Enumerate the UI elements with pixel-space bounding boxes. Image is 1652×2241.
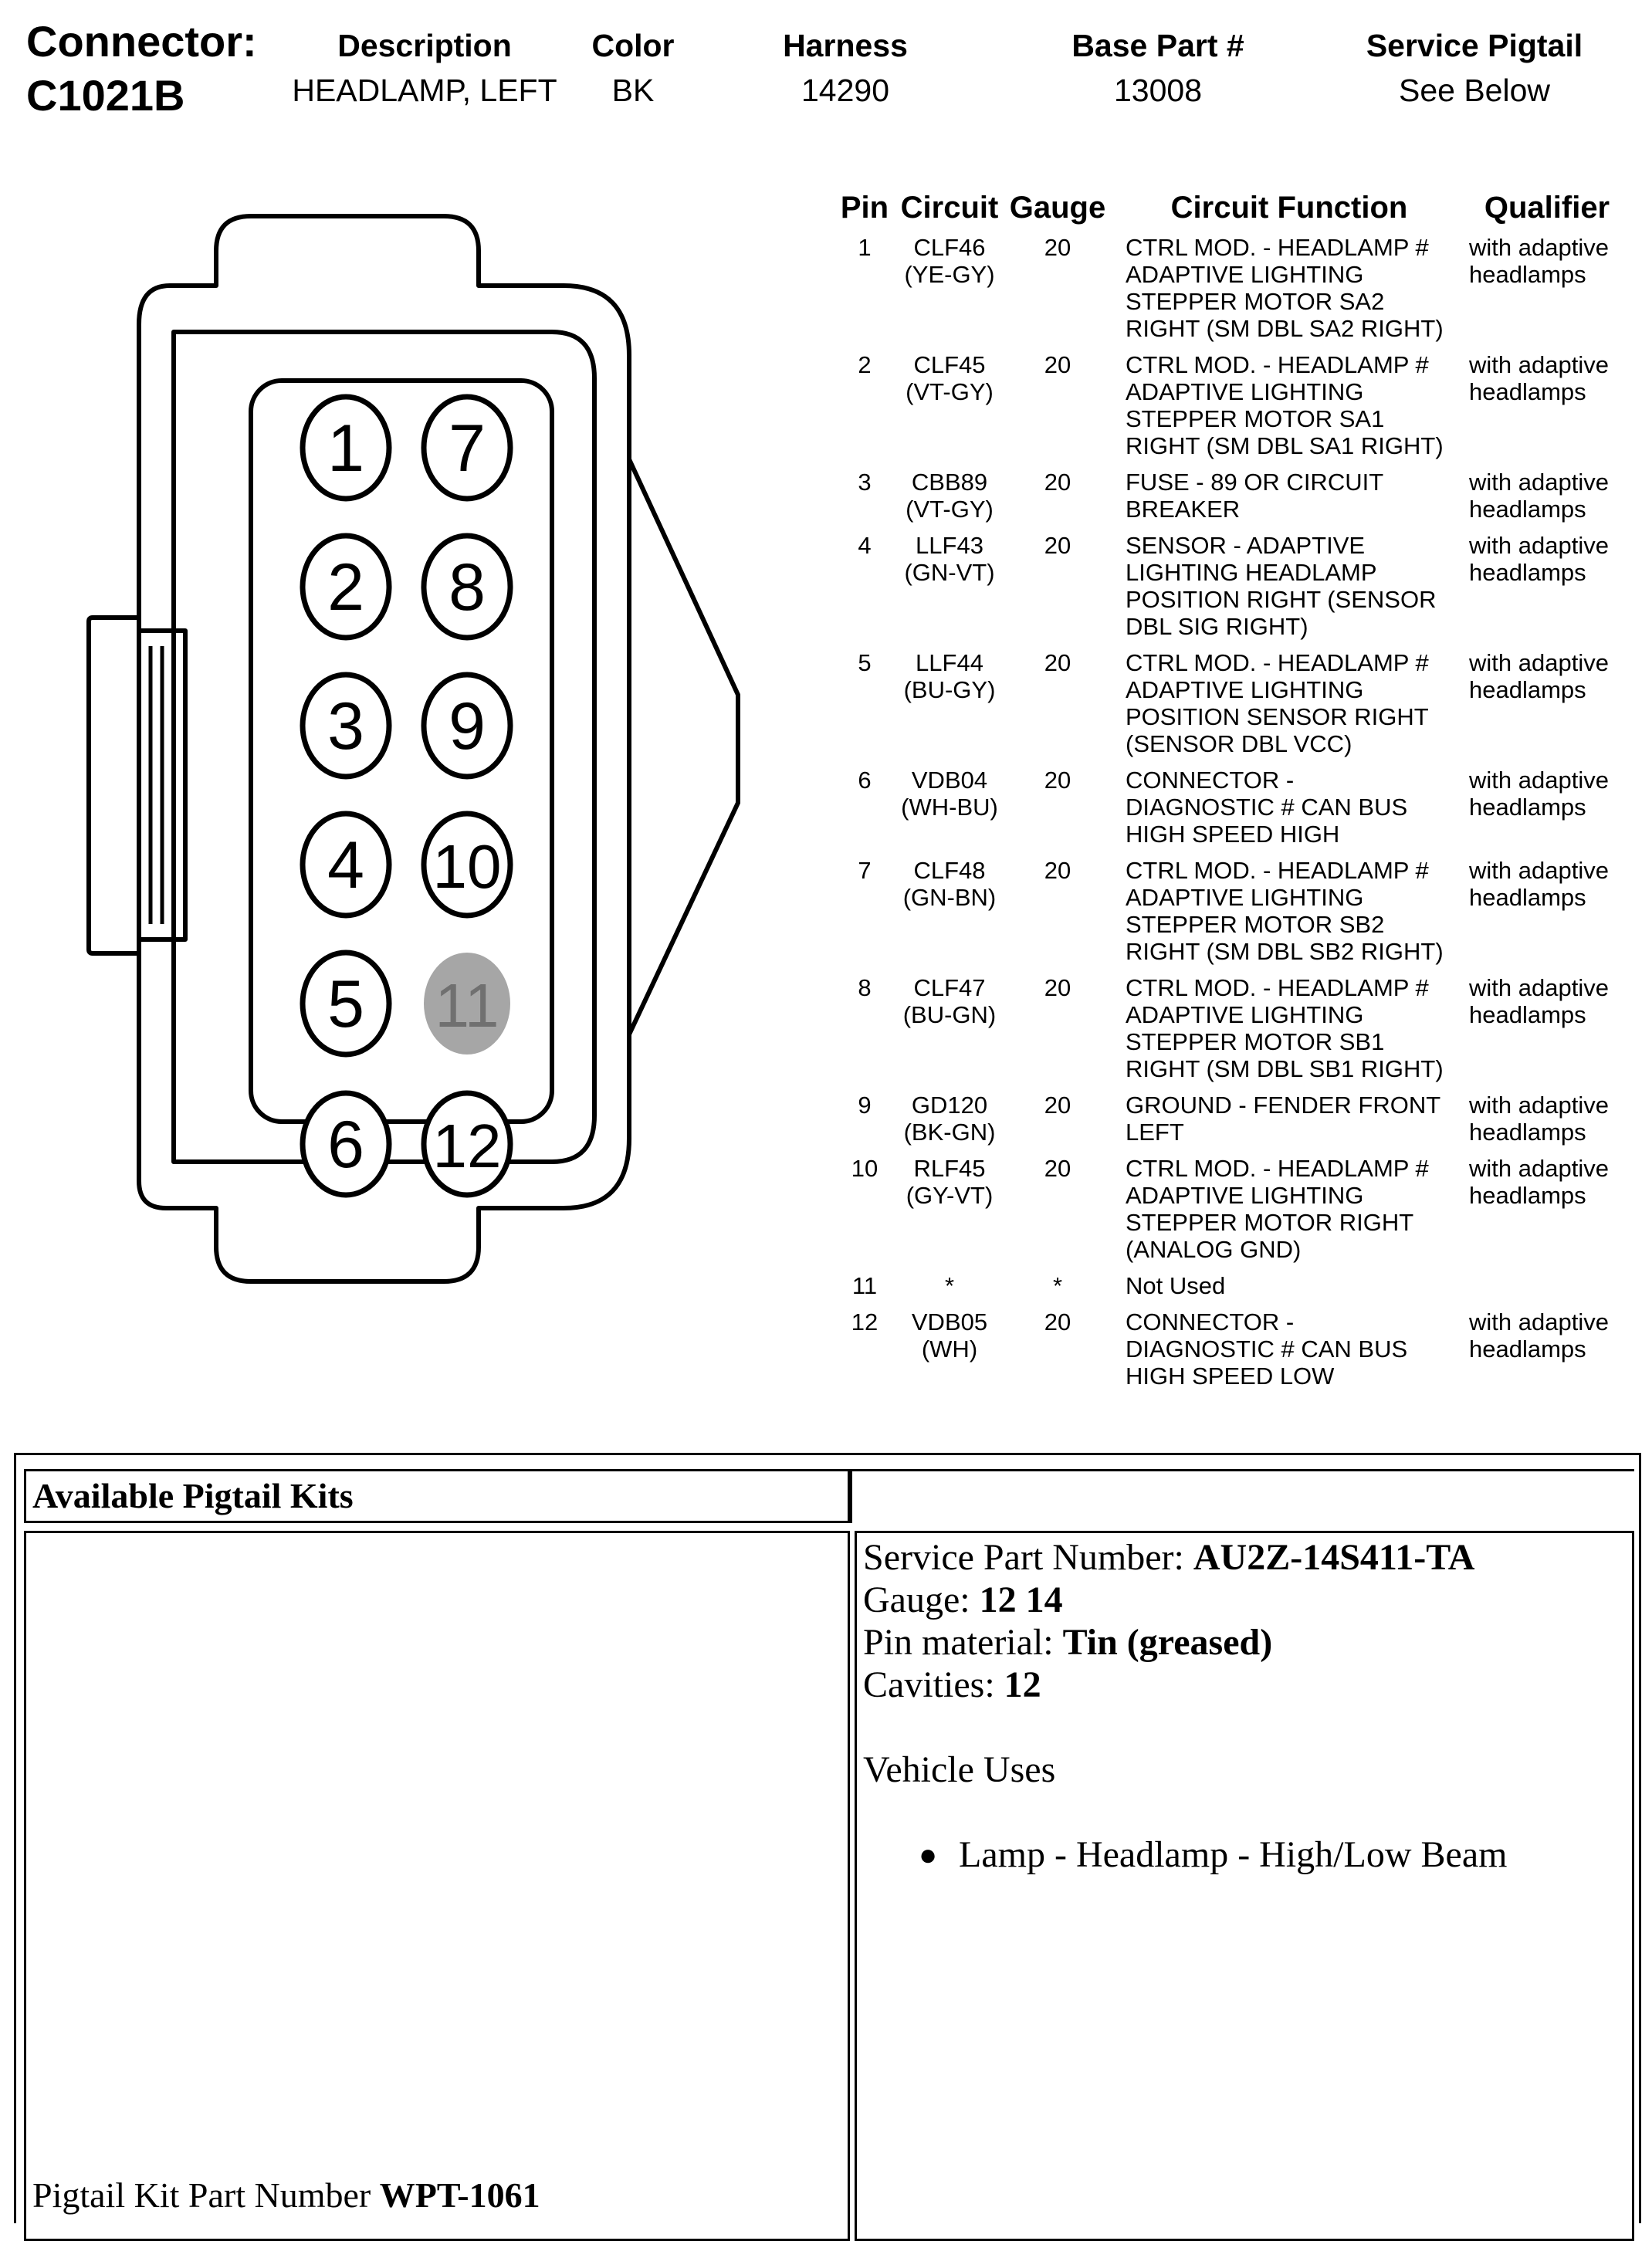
pin-material-line	[863, 1621, 1632, 1664]
qualifier: with adaptive headlamps	[1469, 649, 1609, 703]
circuit-function: GROUND - FENDER FRONT LEFT	[1126, 1092, 1441, 1146]
qualifier: with adaptive headlamps	[1469, 1308, 1609, 1363]
circuit-cell	[899, 767, 1000, 848]
cavity-number: 11	[435, 971, 499, 1040]
pin-number: 7	[858, 857, 872, 884]
pin-number: 11	[851, 1272, 878, 1299]
gauge-label: Gauge:	[863, 1579, 970, 1620]
circuit-cell	[899, 974, 1000, 1082]
pin-row	[830, 234, 1633, 342]
pin-row	[830, 649, 1633, 757]
pigtail-section	[14, 1453, 1641, 2223]
gauge-value: 20	[1044, 649, 1071, 676]
wire-color: (BU-GN)	[902, 1001, 997, 1028]
gauge-value: 20	[1044, 974, 1071, 1001]
pin-material-label: Pin material:	[863, 1622, 1054, 1663]
circuit-function: CTRL MOD. - HEADLAMP # ADAPTIVE LIGHTING STEPPER MOTOR SA1 RIGHT (SM DBL SA1 RIGHT)	[1126, 351, 1444, 459]
wire-color: (GN-BN)	[902, 884, 997, 911]
color-value: BK	[611, 73, 655, 108]
wire-color: (GN-VT)	[904, 559, 995, 586]
circuit-code: *	[944, 1272, 955, 1299]
gauge-line	[863, 1579, 1632, 1621]
circuit-code: CLF47	[913, 974, 986, 1001]
qualifier: with adaptive headlamps	[1469, 974, 1609, 1028]
wire-color: (WH-BU)	[901, 794, 998, 821]
circuit-code: RLF45	[913, 1155, 986, 1182]
pigtail-kits-title: Available Pigtail Kits	[24, 1469, 850, 1523]
pin-number: 9	[858, 1092, 872, 1119]
cavity-number: 7	[449, 411, 486, 486]
service-part-line	[863, 1536, 1632, 1579]
harness-value: 14290	[801, 73, 889, 108]
service-pigtail-header: Service Pigtail	[1366, 28, 1583, 63]
cavity-6	[303, 1093, 389, 1195]
vehicle-uses-list	[863, 1833, 1632, 1876]
pin-number: 6	[858, 767, 872, 794]
gauge-value: 12 14	[979, 1579, 1063, 1620]
description-header: Description	[337, 28, 512, 63]
circuit-function: FUSE - 89 OR CIRCUIT BREAKER	[1126, 469, 1384, 523]
wire-color: (YE-GY)	[904, 261, 995, 288]
pigtail-kits-panel	[24, 1531, 850, 2241]
circuit-code: CLF45	[913, 351, 986, 378]
pigtail-kit-part-number	[32, 2174, 540, 2217]
cavity-4	[303, 814, 389, 916]
cavity-8	[424, 536, 510, 638]
service-pigtail-value: See Below	[1398, 73, 1550, 108]
service-part-label: Service Part Number:	[863, 1537, 1184, 1578]
connector-label: Connector:	[26, 17, 257, 66]
cavity-number: 8	[449, 550, 486, 625]
pin-table-body	[830, 234, 1633, 1390]
cavities-label: Cavities:	[863, 1664, 995, 1705]
pin-material-value: Tin (greased)	[1062, 1622, 1273, 1663]
pin-number: 10	[851, 1155, 878, 1182]
color-header: Color	[591, 28, 675, 63]
circuit-code: CBB89	[911, 469, 988, 496]
circuit-function: CTRL MOD. - HEADLAMP # ADAPTIVE LIGHTING STEPPER MOTOR RIGHT (ANALOG GND)	[1126, 1155, 1429, 1263]
circuit-code: CLF48	[913, 857, 986, 884]
gauge-value: 20	[1044, 767, 1071, 794]
wire-color: (VT-GY)	[906, 496, 994, 523]
pin-row	[830, 1272, 1633, 1299]
circuit-function: CONNECTOR - DIAGNOSTIC # CAN BUS HIGH SPEED HIGH	[1126, 767, 1408, 848]
cavity-layer	[303, 397, 510, 1195]
vehicle-use-item	[863, 1833, 1632, 1876]
gauge-value: 20	[1044, 1092, 1071, 1119]
circuit-code: LLF44	[916, 649, 983, 676]
connector-header	[0, 17, 1652, 125]
pin-row	[830, 974, 1633, 1082]
circuit-code: VDB05	[911, 1308, 988, 1335]
description-column	[278, 17, 571, 110]
circuit-cell	[899, 532, 1000, 640]
gauge-value: 20	[1044, 1155, 1071, 1182]
pin-number: 3	[858, 469, 872, 496]
circuit-cell	[899, 469, 1000, 523]
cavity-12	[424, 1093, 510, 1195]
wire-color: (WH)	[921, 1335, 978, 1363]
pin-number: 8	[858, 974, 872, 1001]
base-part-value: 13008	[1113, 73, 1202, 108]
cavity-11	[424, 953, 510, 1054]
circuit-function: CTRL MOD. - HEADLAMP # ADAPTIVE LIGHTING STEPPER MOTOR SB1 RIGHT (SM DBL SB1 RIGHT)	[1126, 974, 1444, 1082]
qualifier: with adaptive headlamps	[1469, 1155, 1609, 1209]
cavity-number: 2	[327, 550, 364, 625]
qualifier	[1463, 1272, 1631, 1299]
qualifier: with adaptive headlamps	[1469, 532, 1609, 586]
circuit-column-header: Circuit	[900, 191, 999, 225]
pin-number: 2	[858, 351, 872, 378]
cavity-1	[303, 397, 389, 499]
description-value: HEADLAMP, LEFT	[292, 73, 557, 108]
pin-row	[830, 532, 1633, 640]
qualifier: with adaptive headlamps	[1469, 767, 1609, 821]
qualifier-column-header: Qualifier	[1484, 191, 1610, 225]
circuit-function: CTRL MOD. - HEADLAMP # ADAPTIVE LIGHTING POSITION SENSOR RIGHT (SENSOR DBL VCC)	[1126, 649, 1429, 757]
pin-row	[830, 857, 1633, 965]
qualifier: with adaptive headlamps	[1469, 1092, 1609, 1146]
cavities-value: 12	[1004, 1664, 1041, 1705]
gauge-column-header: Gauge	[1009, 191, 1106, 225]
gauge-value: 20	[1044, 857, 1071, 884]
circuit-cell	[899, 234, 1000, 342]
cavity-7	[424, 397, 510, 499]
cavity-number: 3	[327, 689, 364, 763]
circuit-function: Not Used	[1126, 1272, 1226, 1299]
wire-color: (GY-VT)	[906, 1182, 994, 1209]
service-pigtail-column	[1335, 17, 1613, 110]
qualifier: with adaptive headlamps	[1469, 351, 1609, 405]
pin-row	[830, 767, 1633, 848]
service-info-header-cell	[850, 1469, 1634, 1523]
vehicle-uses-title: Vehicle Uses	[863, 1749, 1056, 1790]
circuit-cell	[899, 1155, 1000, 1263]
wire-color: (VT-GY)	[906, 378, 994, 405]
cavity-number: 10	[432, 832, 502, 901]
qualifier: with adaptive headlamps	[1469, 234, 1609, 288]
circuit-code: VDB04	[911, 767, 988, 794]
pin-row	[830, 351, 1633, 459]
pin-row	[830, 1092, 1633, 1146]
cavity-number: 4	[327, 828, 364, 902]
connector-id: C1021B	[26, 71, 185, 120]
kit-part-value: WPT-1061	[379, 2175, 540, 2215]
gauge-value: 20	[1044, 469, 1071, 496]
pin-number: 5	[858, 649, 872, 676]
cavities-line	[863, 1664, 1632, 1706]
harness-header: Harness	[783, 28, 908, 63]
cavity-number: 1	[327, 411, 364, 486]
harness-column	[741, 17, 950, 110]
circuit-cell	[899, 351, 1000, 459]
color-column	[571, 17, 695, 110]
pin-column-header: Pin	[840, 191, 889, 225]
circuit-cell	[899, 649, 1000, 757]
circuit-function: CTRL MOD. - HEADLAMP # ADAPTIVE LIGHTING STEPPER MOTOR SA2 RIGHT (SM DBL SA2 RIGHT)	[1126, 234, 1444, 342]
base-part-column	[1027, 17, 1289, 110]
vehicle-use-label: Lamp - Headlamp - High/Low Beam	[959, 1834, 1508, 1875]
pin-number: 1	[858, 234, 872, 261]
circuit-function: SENSOR - ADAPTIVE LIGHTING HEADLAMP POSITION RIGHT (SENSOR DBL SIG RIGHT)	[1126, 532, 1437, 640]
connector-face-diagram	[77, 201, 749, 1374]
gauge-value: 20	[1044, 532, 1071, 559]
pin-table-header	[830, 189, 1633, 229]
wire-color: (BK-GN)	[903, 1119, 996, 1146]
qualifier: with adaptive headlamps	[1469, 469, 1609, 523]
circuit-code: GD120	[911, 1092, 988, 1119]
gauge-value: *	[1052, 1272, 1063, 1299]
cavity-5	[303, 953, 389, 1054]
circuit-code: CLF46	[913, 234, 986, 261]
pin-row	[830, 1308, 1633, 1390]
pin-number: 12	[851, 1308, 878, 1335]
cavity-number: 9	[449, 689, 486, 763]
cavity-number: 5	[327, 967, 364, 1041]
circuit-cell	[899, 1092, 1000, 1146]
pin-row	[830, 1155, 1633, 1263]
circuit-function: CONNECTOR - DIAGNOSTIC # CAN BUS HIGH SPEED LOW	[1126, 1308, 1408, 1390]
circuit-function: CTRL MOD. - HEADLAMP # ADAPTIVE LIGHTING STEPPER MOTOR SB2 RIGHT (SM DBL SB2 RIGHT)	[1126, 857, 1444, 965]
circuit-cell	[899, 1272, 1000, 1299]
gauge-value: 20	[1044, 1308, 1071, 1335]
gauge-value: 20	[1044, 351, 1071, 378]
pin-row	[830, 469, 1633, 523]
kit-part-label: Pigtail Kit Part Number	[32, 2175, 371, 2215]
circuit-cell	[899, 1308, 1000, 1390]
base-part-header: Base Part #	[1071, 28, 1244, 63]
cavity-number: 6	[327, 1108, 364, 1182]
wire-color: (BU-GY)	[903, 676, 996, 703]
qualifier: with adaptive headlamps	[1469, 857, 1609, 911]
side-latch	[629, 459, 738, 1034]
cavity-3	[303, 675, 389, 777]
bullet-icon: ●	[919, 1837, 938, 1872]
circuit-code: LLF43	[916, 532, 983, 559]
cavity-2	[303, 536, 389, 638]
cavity-10	[424, 814, 510, 916]
pin-table	[830, 189, 1633, 1399]
circuit-cell	[899, 857, 1000, 965]
gauge-value: 20	[1044, 234, 1071, 261]
cavity-number: 12	[432, 1112, 502, 1180]
pin-number: 4	[858, 532, 872, 559]
function-column-header: Circuit Function	[1170, 191, 1408, 225]
service-part-value: AU2Z-14S411-TA	[1193, 1537, 1475, 1578]
cavity-9	[424, 675, 510, 777]
service-part-panel	[855, 1531, 1634, 2241]
